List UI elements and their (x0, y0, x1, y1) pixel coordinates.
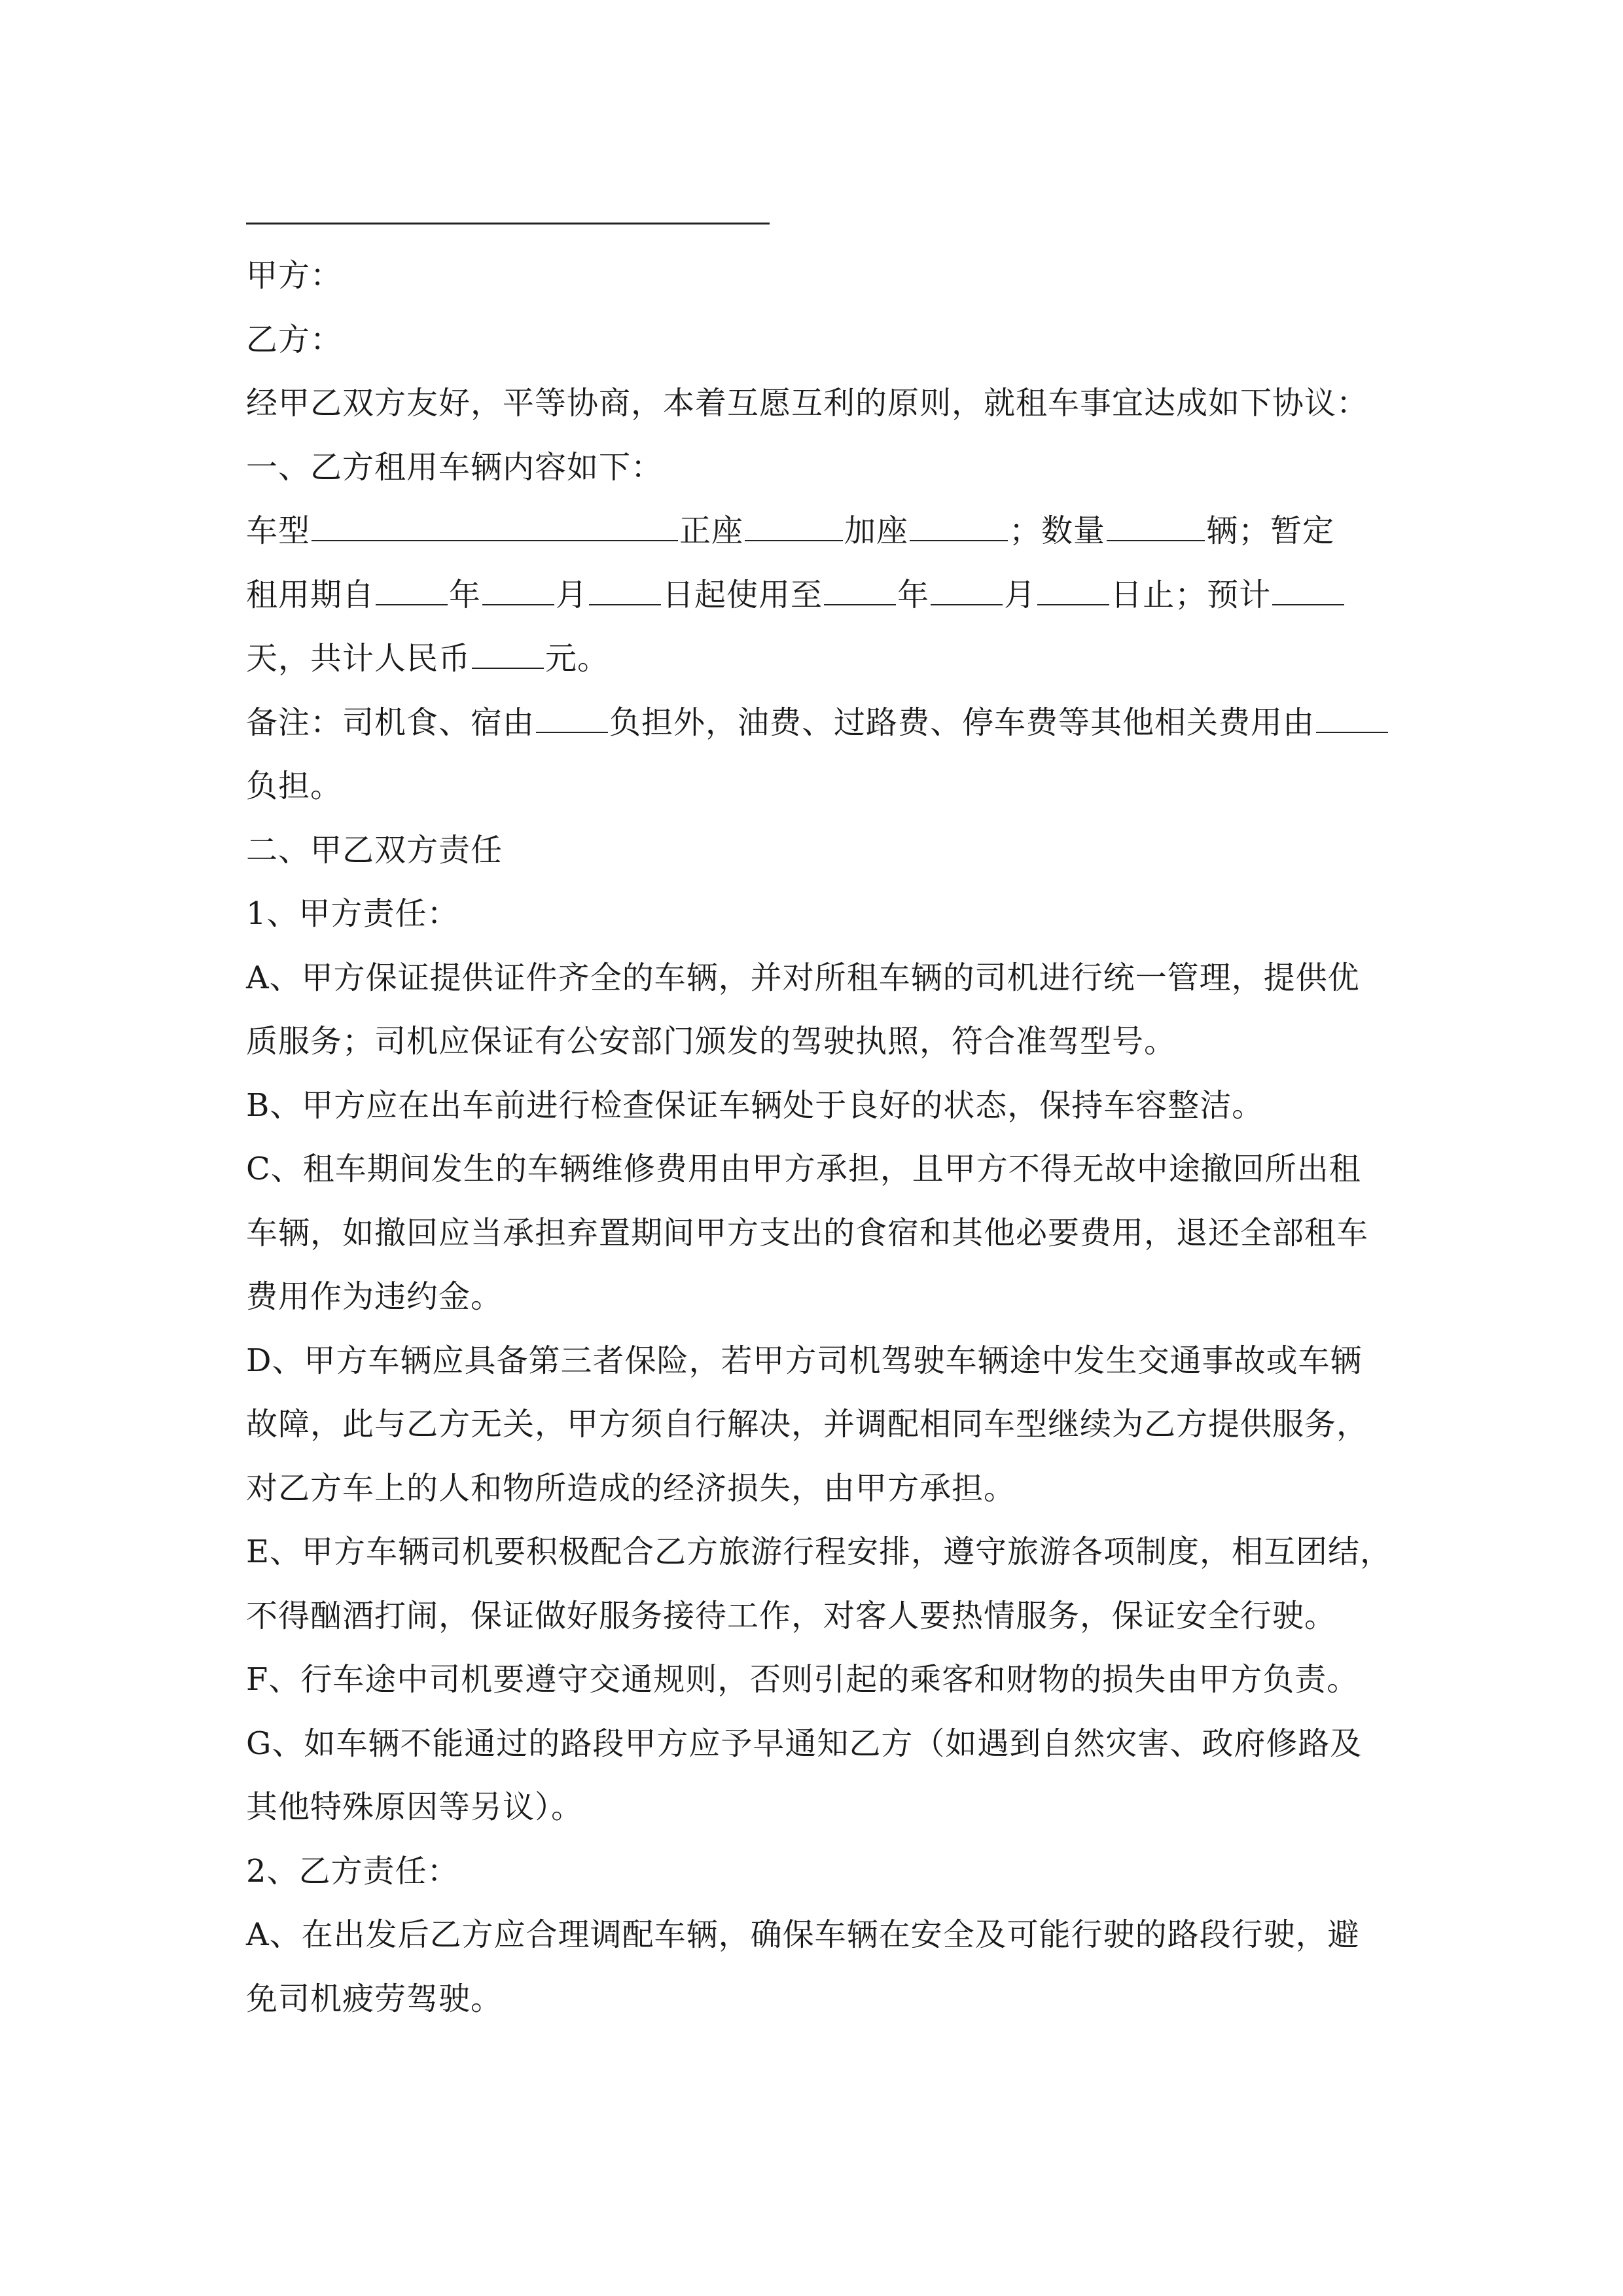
end-month-blank (931, 565, 1003, 605)
rental-line-2 (246, 564, 1385, 628)
note-prefix: 备注：司机食、宿由 (246, 704, 535, 741)
extra-seats-label: 加座 (844, 512, 909, 549)
contract-page (246, 151, 1393, 2031)
extra-seats-blank (910, 501, 1008, 541)
yuan-label: 元。 (545, 640, 610, 677)
estimated-days-blank (1272, 565, 1344, 605)
day-end-label: 日止；预计 (1111, 576, 1272, 613)
clause-e-line-2: 不得酗酒打闹，保证做好服务接待工作，对客人要热情服务，保证安全行驶。 (246, 1597, 1337, 1634)
clause-a-line-2: 质服务；司机应保证有公安部门颁发的驾驶执照，符合准驾型号。 (246, 1023, 1177, 1060)
amount-blank (472, 628, 544, 669)
clause-c-line-1: C、租车期间发生的车辆维修费用由甲方承担，且甲方不得无故中途撤回所出租 (246, 1151, 1361, 1187)
note-line-2: 负担。 (246, 768, 343, 804)
section-2-title: 二、甲乙双方责任 (246, 831, 503, 869)
quantity-unit: 辆；暂定 (1206, 512, 1335, 549)
clause-g-line-2: 其他特殊原因等另议）。 (246, 1789, 584, 1825)
day-start-label: 日起使用至 (662, 576, 823, 613)
end-year-blank (824, 565, 896, 605)
party-b-resp-title: 2、乙方责任： (246, 1852, 459, 1890)
rental-line-1 (246, 499, 1385, 564)
end-day-blank (1037, 565, 1109, 605)
clause-e-line-1: E、甲方车辆司机要积极配合乙方旅游行程安排，遵守旅游各项制度，相互团结， (246, 1534, 1393, 1570)
start-day-blank (589, 565, 661, 605)
party-a-resp-title: 1、甲方责任： (246, 895, 459, 932)
fees-payer-blank (1316, 692, 1388, 733)
intro-paragraph: 经甲乙双方友好，平等协商，本着互愿互利的原则，就租车事宜达成如下协议： (246, 385, 1369, 422)
party-b-label: 乙方： (246, 321, 343, 358)
b-clause-a-line-1: A、在出发后乙方应合理调配车辆，确保车辆在安全及可能行驶的路段行驶，避 (246, 1916, 1360, 1953)
section-1-title: 一、乙方租用车辆内容如下： (246, 448, 664, 486)
quantity-label: ；数量 (1009, 512, 1106, 549)
month-label: 月 (556, 576, 588, 613)
note-middle: 负担外，油费、过路费、停车费等其他相关费用由 (609, 704, 1315, 741)
board-payer-blank (536, 692, 608, 733)
note-line-1 (246, 691, 1385, 755)
seats-label: 正座 (679, 512, 744, 549)
clause-c-line-2: 车辆，如撤回应当承担弃置期间甲方支出的食宿和其他必要费用，退还全部租车 (246, 1214, 1369, 1251)
clause-d-line-1: D、甲方车辆应具备第三者保险，若甲方司机驾驶车辆途中发生交通事故或车辆 (246, 1342, 1363, 1379)
car-model-label: 车型 (246, 512, 311, 549)
b-clause-a-line-2: 免司机疲劳驾驶。 (246, 1980, 503, 2017)
clause-f-line-1: F、行车途中司机要遵守交通规则，否则引起的乘客和财物的损失由甲方负责。 (246, 1661, 1359, 1698)
car-model-blank (312, 501, 678, 541)
start-month-blank (482, 565, 554, 605)
year-label: 年 (449, 576, 482, 613)
quantity-blank (1107, 501, 1205, 541)
year-label: 年 (897, 576, 930, 613)
period-from-label: 租用期自 (246, 576, 375, 613)
clause-a-line-1: A、甲方保证提供证件齐全的车辆，并对所租车辆的司机进行统一管理，提供优 (246, 959, 1360, 996)
start-year-blank (376, 565, 448, 605)
clause-b-line-1: B、甲方应在出车前进行检查保证车辆处于良好的状态，保持车容整洁。 (246, 1086, 1264, 1124)
days-total-label: 天，共计人民币 (246, 640, 471, 677)
seats-blank (745, 501, 843, 541)
clause-d-line-3: 对乙方车上的人和物所造成的经济损失，由甲方承担。 (246, 1469, 1016, 1507)
title-underline (246, 223, 770, 224)
clause-d-line-2: 故障，此与乙方无关，甲方须自行解决，并调配相同车型继续为乙方提供服务， (246, 1406, 1369, 1443)
party-a-label: 甲方： (246, 257, 343, 294)
clause-c-line-3: 费用作为违约金。 (246, 1278, 503, 1315)
clause-g-line-1: G、如车辆不能通过的路段甲方应予早通知乙方（如遇到自然灾害、政府修路及 (246, 1725, 1363, 1762)
month-label: 月 (1004, 576, 1037, 613)
rental-line-3 (246, 627, 1385, 691)
